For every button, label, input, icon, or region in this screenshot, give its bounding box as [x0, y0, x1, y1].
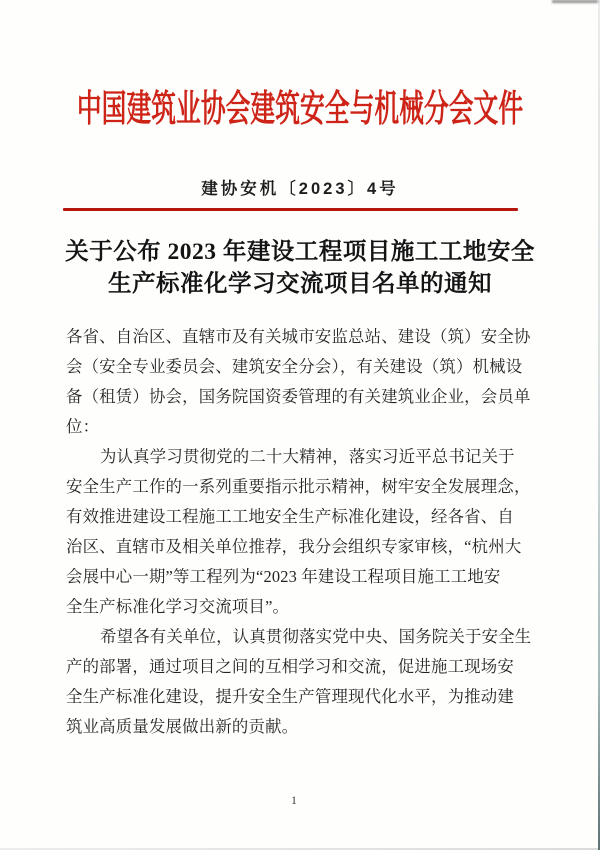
letterhead-org-title: 中国建筑业协会建筑安全与机械分会文件	[76, 89, 524, 130]
body-line: 备（租赁）协会，国务院国资委管理的有关建筑业企业，会员单	[66, 387, 531, 406]
body-line: 产的部署，通过项目之间的互相学习和交流，促进施工现场安	[66, 657, 514, 676]
body-line: 会（安全专业委员会、建筑安全分会），有关建设（筑）机械设	[66, 357, 523, 376]
page-number: 1	[291, 793, 297, 807]
document-title-line-2: 生产标准化学习交流项目名单的通知	[108, 271, 492, 297]
body-line: 为认真学习贯彻党的二十大精神，落实习近平总书记关于	[100, 447, 515, 466]
body-line: 各省、自治区、直辖市及有关城市安监总站、建设（筑）安全协	[66, 327, 531, 346]
scan-artifact-top-right	[552, 0, 598, 3]
body-line: 治区、直辖市及相关单位推荐，我分会组织专家审核，“杭州大	[66, 537, 522, 556]
body-line: 安全生产工作的一系列重要指示批示精神，树牢安全发展理念，	[66, 477, 531, 496]
body-line: 希望各有关单位，认真贯彻落实党中央、国务院关于安全生	[100, 627, 532, 646]
letterhead	[0, 86, 600, 134]
body-line: 会展中心一期”等工程列为“2023 年建设工程项目施工工地安	[66, 567, 501, 586]
body-line: 全生产标准化建设，提升安全生产管理现代化水平，为推动建	[66, 687, 514, 706]
body-line: 全生产标准化学习交流项目”。	[66, 597, 290, 616]
body-line: 有效推进建设工程施工工地安全生产标准化建设，经各省、自	[66, 507, 514, 526]
document-title-line-1: 关于公布 2023 年建设工程项目施工工地安全	[65, 239, 535, 265]
body-line: 筑业高质量发展做出新的贡献。	[66, 717, 299, 736]
document-number: 建协安机〔2023〕4号	[201, 180, 399, 198]
document-body	[66, 322, 532, 742]
body-line: 位：	[66, 417, 100, 436]
document-title	[0, 236, 600, 300]
letterhead-divider-rule	[63, 208, 518, 211]
